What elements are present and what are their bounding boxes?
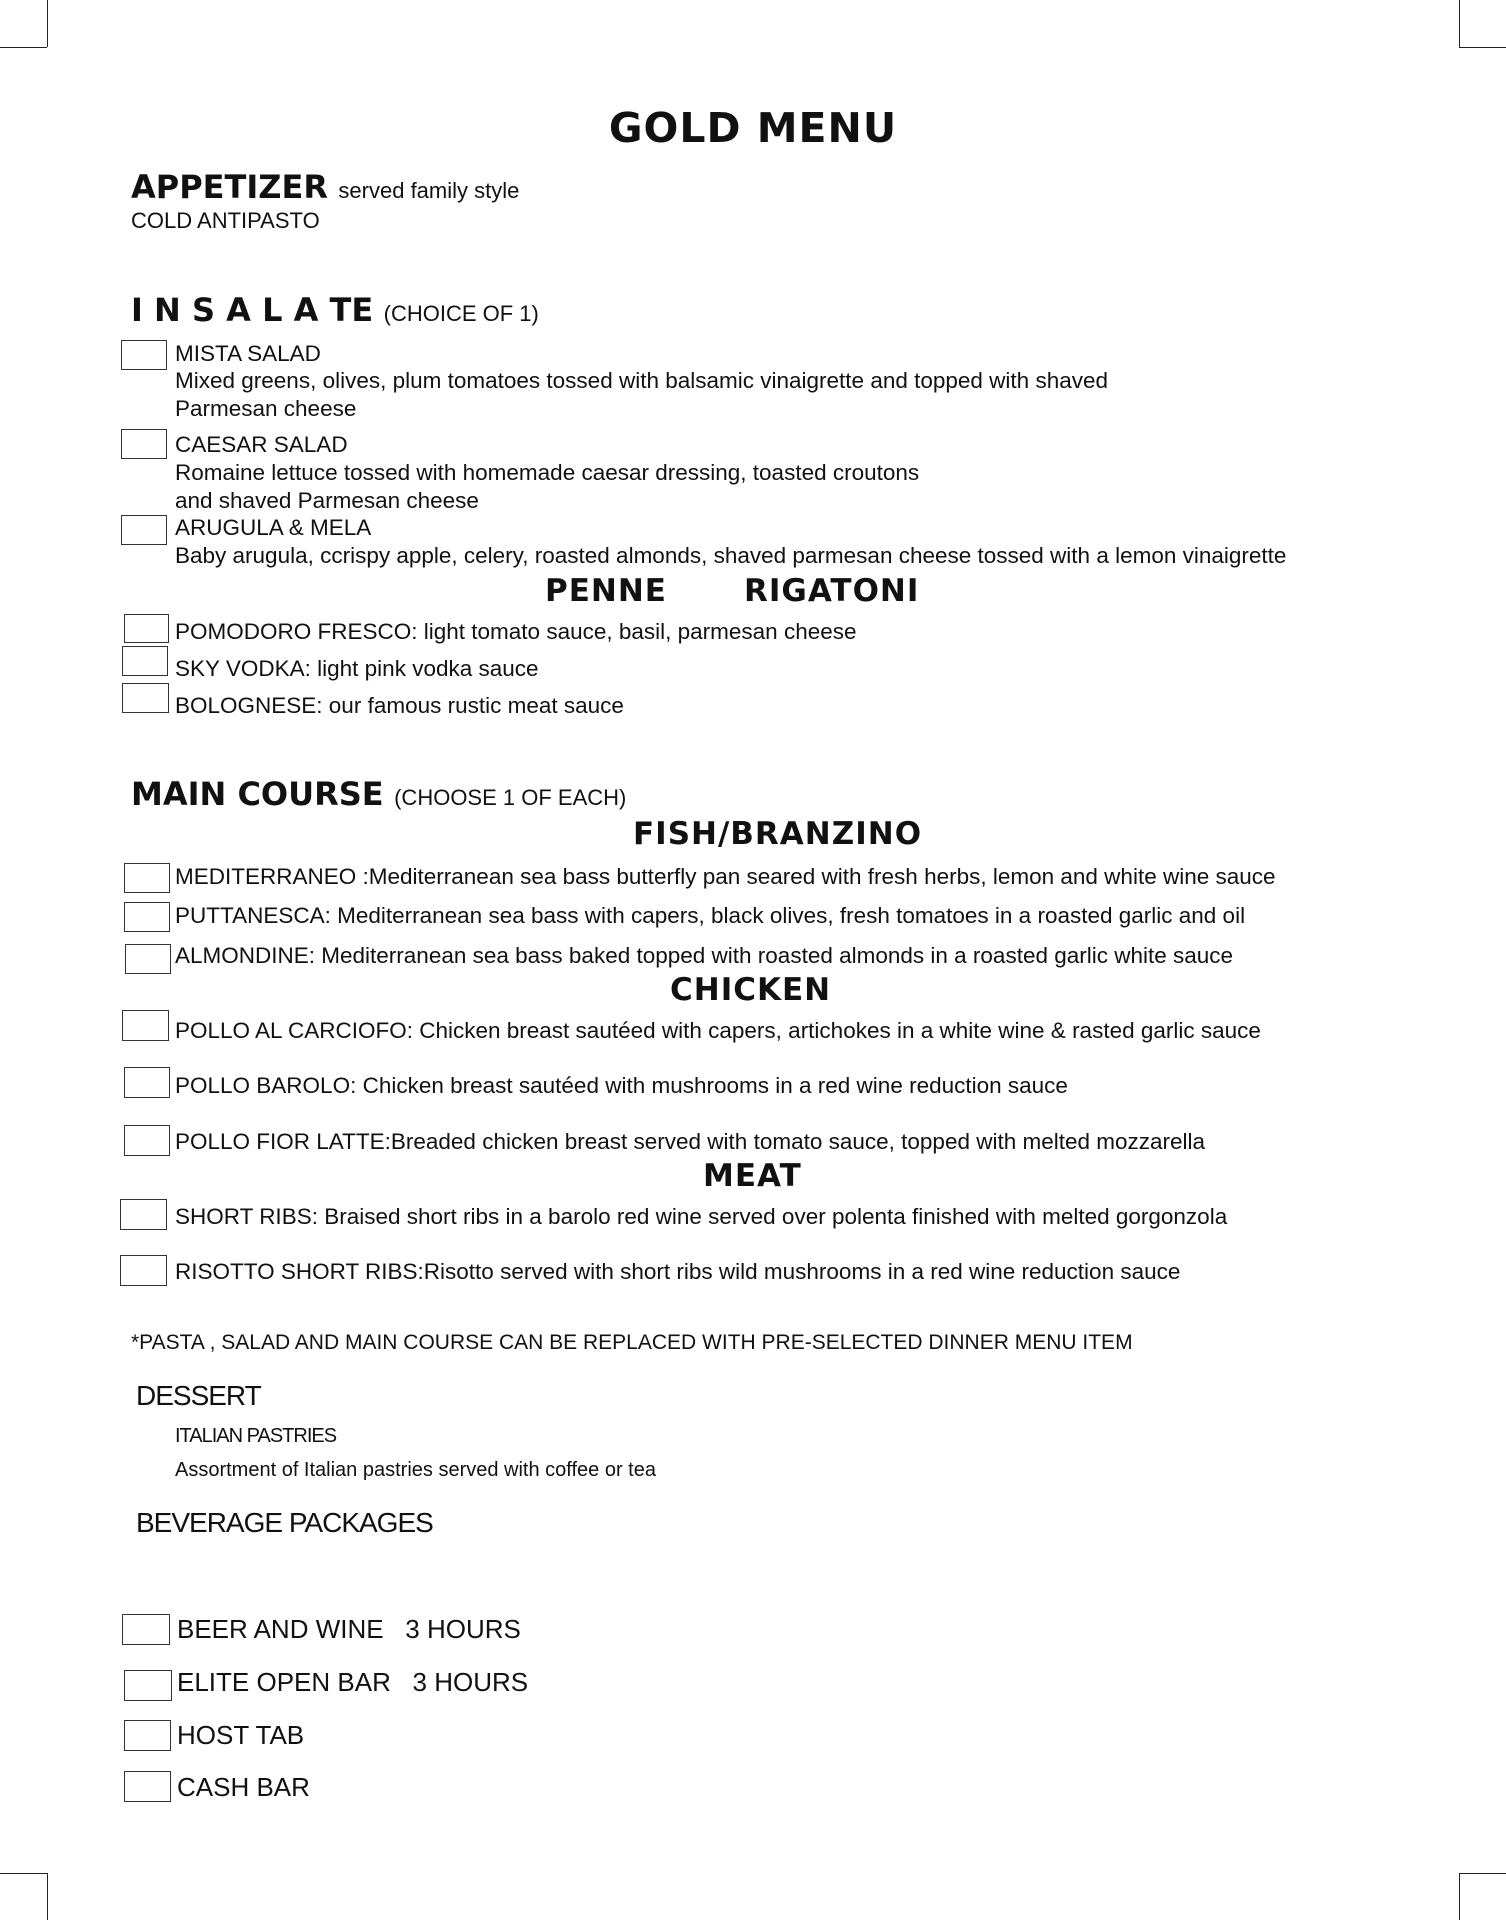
pasta-item: BOLOGNESE: our famous rustic meat sauce (175, 693, 624, 718)
crop-mark (1459, 47, 1506, 48)
mediterraneo-checkbox[interactable] (124, 863, 170, 893)
appetizer-heading-row (131, 168, 519, 206)
bolognese-checkbox[interactable] (122, 683, 169, 713)
fish-item: MEDITERRANEO :Mediterranean sea bass butterfly pan seared with fresh herbs, lemon and white wine sauce (175, 864, 1276, 889)
page-title: GOLD MENU (608, 104, 898, 152)
elite-open-bar-checkbox[interactable] (124, 1670, 172, 1701)
pomodoro-fresco-checkbox[interactable] (124, 614, 169, 643)
dessert-item-name: ITALIAN PASTRIES (175, 1425, 337, 1447)
host-tab-checkbox[interactable] (124, 1720, 171, 1751)
main-course-heading-row (131, 775, 626, 813)
chicken-item: POLLO FIOR LATTE:Breaded chicken breast served with tomato sauce, topped with melted mozzarella (175, 1129, 1206, 1154)
appetizer-heading: APPETIZER (131, 168, 328, 206)
caesar-salad-checkbox[interactable] (121, 429, 167, 459)
appetizer-item: COLD ANTIPASTO (131, 208, 320, 233)
crop-mark (0, 47, 47, 48)
beverage-item: ELITE OPEN BAR 3 HOURS (177, 1667, 529, 1697)
pollo-fior-latte-checkbox[interactable] (124, 1125, 170, 1156)
chicken-item: POLLO AL CARCIOFO: Chicken breast sautéed with capers, artichokes in a white wine & rasted garlic sauce (175, 1018, 1261, 1043)
mista-salad-checkbox[interactable] (121, 340, 167, 370)
short-ribs-checkbox[interactable] (120, 1199, 167, 1230)
chicken-item: POLLO BAROLO: Chicken breast sautéed with mushrooms in a red wine reduction sauce (175, 1073, 1068, 1098)
chicken-heading: CHICKEN (670, 972, 832, 1008)
main-course-heading: MAIN COURSE (131, 775, 384, 813)
risotto-short-ribs-checkbox[interactable] (120, 1255, 167, 1286)
cash-bar-checkbox[interactable] (124, 1771, 171, 1802)
mista-salad-desc-2: Parmesan cheese (175, 396, 357, 421)
main-course-note: (CHOOSE 1 OF EACH) (394, 785, 627, 810)
meat-item: RISOTTO SHORT RIBS:Risotto served with short ribs wild mushrooms in a red wine reduction sauce (175, 1259, 1181, 1284)
fish-heading: FISH/BRANZINO (633, 816, 923, 852)
crop-mark (1459, 1873, 1460, 1920)
footnote: *PASTA , SALAD AND MAIN COURSE CAN BE REPLACED WITH PRE-SELECTED DINNER MENU ITEM (131, 1331, 1133, 1354)
almondine-checkbox[interactable] (125, 944, 171, 974)
pasta-item: POMODORO FRESCO: light tomato sauce, basil, parmesan cheese (175, 619, 857, 644)
mista-salad-desc-1: Mixed greens, olives, plum tomatoes tossed with balsamic vinaigrette and topped with shaved (175, 368, 1108, 393)
crop-mark (47, 1873, 48, 1920)
insalate-note: (CHOICE OF 1) (383, 301, 539, 326)
crop-mark (47, 0, 48, 47)
beverage-heading: BEVERAGE PACKAGES (136, 1507, 433, 1538)
insalate-heading: I N S A L A TE (131, 291, 374, 329)
crop-mark (0, 1873, 47, 1874)
dessert-heading: DESSERT (136, 1380, 261, 1411)
beer-and-wine-checkbox[interactable] (122, 1614, 170, 1645)
pollo-al-carciofo-checkbox[interactable] (122, 1010, 169, 1041)
pasta-heading-rigatoni: RIGATONI (744, 573, 920, 609)
fish-item: ALMONDINE: Mediterranean sea bass baked topped with roasted almonds in a roasted garlic white sauce (175, 943, 1234, 968)
beverage-item: CASH BAR (177, 1772, 310, 1802)
pasta-heading-penne: PENNE (545, 573, 667, 609)
puttanesca-checkbox[interactable] (124, 902, 170, 932)
mista-salad-name: MISTA SALAD (175, 341, 321, 366)
crop-mark (1459, 1873, 1506, 1874)
sky-vodka-checkbox[interactable] (122, 646, 168, 676)
pasta-item: SKY VODKA: light pink vodka sauce (175, 656, 539, 681)
fish-item: PUTTANESCA: Mediterranean sea bass with capers, black olives, fresh tomatoes in a roasted garlic and oil (175, 903, 1246, 928)
pollo-barolo-checkbox[interactable] (124, 1067, 170, 1098)
meat-item: SHORT RIBS: Braised short ribs in a barolo red wine served over polenta finished with melted gorgonzola (175, 1204, 1228, 1229)
caesar-salad-desc-2: and shaved Parmesan cheese (175, 488, 479, 513)
arugula-mela-name: ARUGULA & MELA (175, 515, 372, 540)
meat-heading: MEAT (703, 1158, 802, 1194)
beverage-item: HOST TAB (177, 1720, 305, 1750)
dessert-item-desc: Assortment of Italian pastries served with coffee or tea (175, 1459, 656, 1481)
caesar-salad-desc-1: Romaine lettuce tossed with homemade caesar dressing, toasted croutons (175, 460, 920, 485)
crop-mark (1459, 0, 1460, 47)
beverage-item: BEER AND WINE 3 HOURS (177, 1614, 521, 1644)
insalate-heading-row (131, 291, 539, 329)
arugula-mela-desc: Baby arugula, ccrispy apple, celery, roasted almonds, shaved parmesan cheese tossed with a lemon vinaigrette (175, 543, 1287, 568)
appetizer-note: served family style (338, 178, 520, 203)
arugula-mela-checkbox[interactable] (121, 515, 167, 545)
caesar-salad-name: CAESAR SALAD (175, 432, 348, 457)
